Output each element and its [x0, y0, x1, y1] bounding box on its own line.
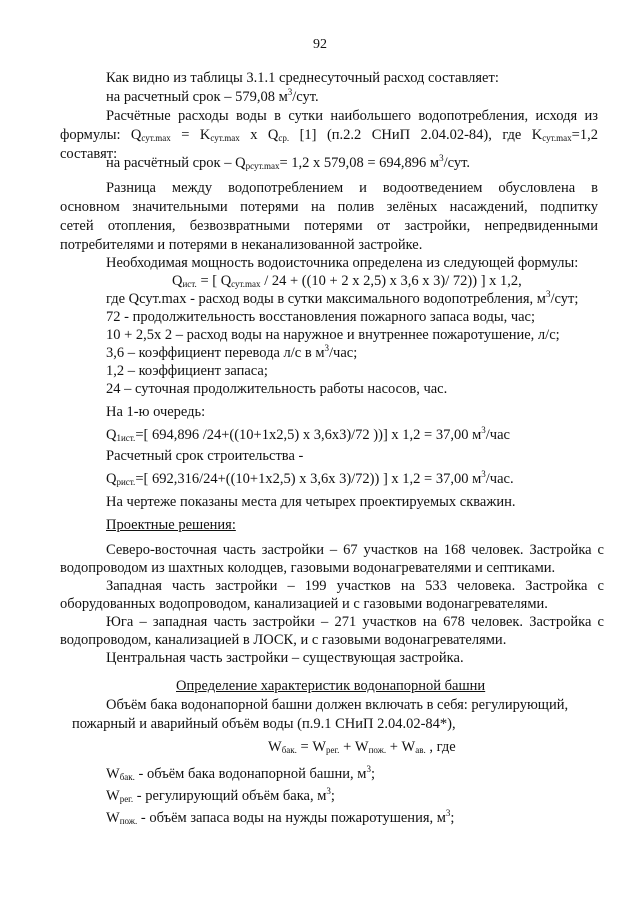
text-line: Как видно из таблицы 3.1.1 среднесуточный расход составляет:: [106, 70, 499, 86]
formula-line: формулы: $Q_{сут.max} = K_{сут.max}$ x $Q_{ср.}$ [1] (п.2.2 СНиП 2.04.02-84), где $K_{сут.max}=1,2$: [60, 127, 598, 143]
text-line: На чертеже показаны места для четырех проектируемых скважин.: [106, 494, 516, 510]
text-line: пожарный и аварийный объём воды (п.9.1 СНиП 2.04.02-84*),: [72, 716, 456, 732]
section-heading: Определение характеристик водонапорной башни: [176, 678, 486, 694]
text-line: Расчетный срок строительства -: [106, 448, 304, 464]
text-line: Западная часть застройки – 199 участков на 533 человека. Застройка с: [106, 578, 604, 594]
text-line: 24 – суточная продолжительность работы насосов, час.: [106, 381, 448, 397]
page-number: 92: [313, 37, 327, 52]
definition-line: $W_{бак.}$ - объём бака водонапорной башни, $м^3$;: [106, 764, 375, 782]
text-line: Объём бака водонапорной башни должен включать в себя: регулирующий,: [106, 697, 569, 713]
text-line: 10 + 2,5x 2 – расход воды на наружное и внутреннее пожаротушение, л/с;: [106, 327, 560, 343]
text-line: 3,6 – коэффициент перевода л/с в $м^3$/час;: [106, 343, 358, 361]
text-line: оборудованных водопроводом, канализацией и с газовыми водонагревателями.: [60, 596, 548, 612]
text-line: 72 - продолжительность восстановления пожарного запаса воды, час;: [106, 309, 536, 325]
text-line: основном значительными потерями на полив зелёных насаждений, подпитку: [60, 199, 598, 215]
text-line: Расчётные расходы воды в сутки наибольшего водопотребления, исходя из: [106, 108, 598, 124]
text-line: 1,2 – коэффициент запаса;: [106, 363, 268, 379]
text-line: сетей отопления, безвозвратными потерями от застройки, непредвиденными: [60, 218, 598, 234]
text-line: на расчетный срок – 579,08 $м^3$/сут.: [106, 87, 319, 105]
formula-line: $Q_{ист.}$ = [ $Q_{сут.max} / 24 + ((10 + 2$ x 2,5) x 3,6 x 3)/ 72)) ] x 1,2,: [172, 273, 522, 289]
text-line: На 1-ю очередь:: [106, 404, 206, 420]
text-line: водопроводом, канализацией в ЛОСК, и с газовыми водонагревателями.: [60, 632, 507, 648]
text-line: потребителями и потерями в неканализованной застройке.: [60, 237, 423, 253]
text-line: Необходимая мощность водоисточника определена из следующей формулы:: [106, 255, 579, 271]
formula-line: $Q_{1ист.}=$[ 694,896 /24+((10+1x2,5) x 3,6x3)/72 ))] x 1,2 = 37,00 $м^3$/час: [106, 425, 510, 443]
text-line: составят:: [60, 146, 118, 162]
section-heading: Проектные решения:: [106, 517, 236, 533]
text-line: где Qсут.max - расход воды в сутки максимального водопотребления, $м^3$/сут;: [106, 289, 579, 307]
text-line: Разница между водопотреблением и водоотведением обусловлена в: [106, 180, 598, 196]
definition-line: $W_{рег.}$ - регулирующий объём бака, $м^3$;: [106, 786, 335, 804]
text-line: водопроводом из шахтных колодцев, газовыми водонагревателями и септиками.: [60, 560, 556, 576]
text-line: Центральная часть застройки – существующая застройка.: [106, 650, 464, 666]
formula-line: $W_{бак.} = W_{рег.} + W_{пож.} + W_{ав.}$ , где: [268, 739, 456, 755]
formula-line: $Q_{рист.}=$[ 692,316/24+((10+1x2,5) x 3,6x 3)/72)) ] x 1,2 = 37,00 $м^3$/час.: [106, 469, 514, 487]
formula-line: на расчётный срок – $Q_{рсут.max}= 1,2$ x 579,08 = 694,896 $м^3$/сут.: [106, 153, 471, 171]
definition-line: $W_{пож.}$ - объём запаса воды на нужды пожаротушения, $м^3$;: [106, 808, 455, 826]
text-line: Северо-восточная часть застройки – 67 участков на 168 человек. Застройка с: [106, 542, 604, 558]
text-line: Юга – западная часть застройки – 271 участков на 678 человек. Застройка с: [106, 614, 604, 630]
